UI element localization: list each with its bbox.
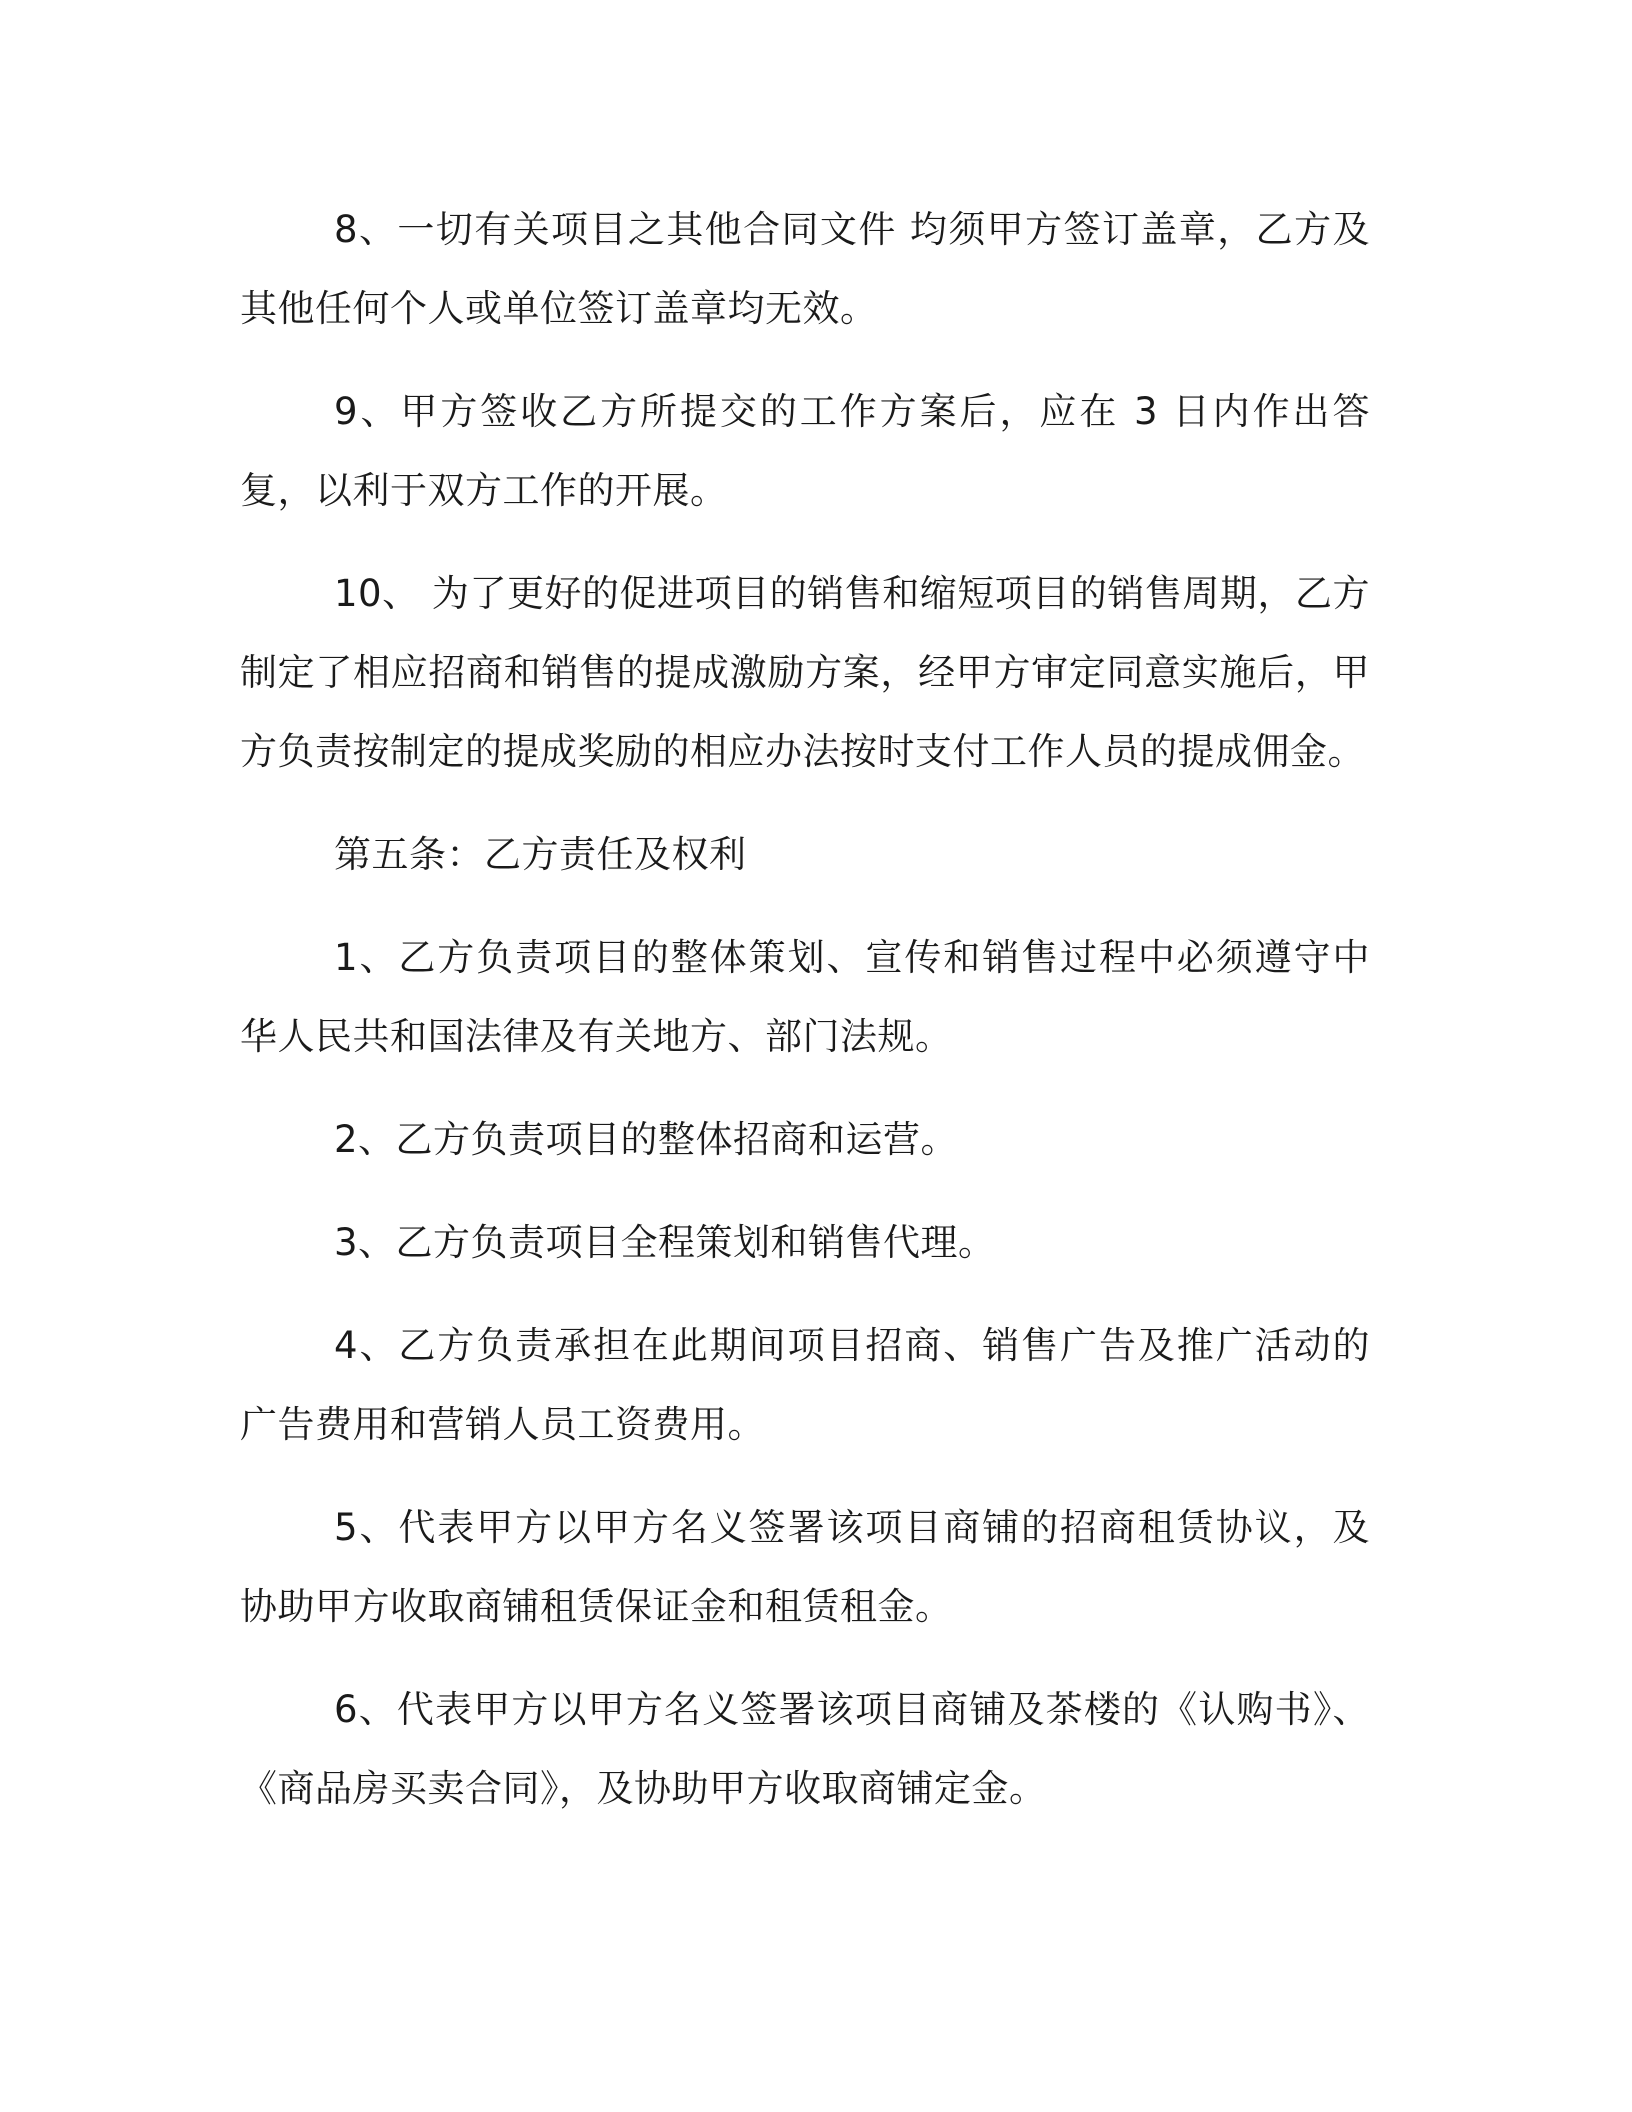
clause-9: 9、甲方签收乙方所提交的工作方案后，应在 3 日内作出答复，以利于双方工作的开展。 — [240, 390, 1370, 512]
document-body — [240, 190, 1370, 1852]
clause-10: 10、 为了更好的促进项目的销售和缩短项目的销售周期，乙方制定了相应招商和销售的提成激励方案，经甲方审定同意实施后，甲方负责按制定的提成奖励的相应办法按时支付工作人员的提成佣金。 — [240, 572, 1370, 773]
article5-clause-2: 2、乙方负责项目的整体招商和运营。 — [334, 1118, 959, 1161]
article5-clause-6: 6、代表甲方以甲方名义签署该项目商铺及茶楼的《认购书》、《商品房买卖合同》，及协助甲方收取商铺定金。 — [240, 1688, 1370, 1810]
article5-clause-5: 5、代表甲方以甲方名义签署该项目商铺的招商租赁协议，及协助甲方收取商铺租赁保证金和租赁租金。 — [240, 1506, 1370, 1628]
article5-clause-1: 1、乙方负责项目的整体策划、宣传和销售过程中必须遵守中华人民共和国法律及有关地方、部门法规。 — [240, 936, 1370, 1058]
article5-clause-4: 4、乙方负责承担在此期间项目招商、销售广告及推广活动的广告费用和营销人员工资费用。 — [240, 1324, 1370, 1446]
clause-8: 8、一切有关项目之其他合同文件 均须甲方签订盖章，乙方及其他任何个人或单位签订盖章均无效。 — [240, 208, 1370, 330]
article5-clause-3: 3、乙方负责项目全程策划和销售代理。 — [334, 1221, 996, 1264]
section-heading: 第五条：乙方责任及权利 — [334, 833, 747, 876]
